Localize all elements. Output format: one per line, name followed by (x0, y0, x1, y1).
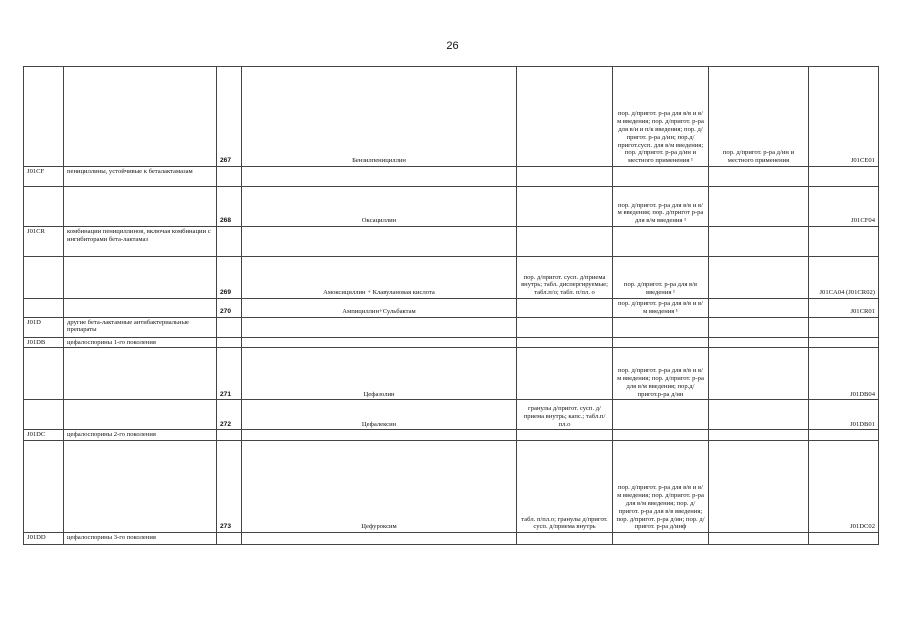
atc-code (24, 187, 64, 227)
other-forms (709, 187, 809, 227)
group-name: цефалоспорины 3-го поколения (64, 533, 217, 545)
injection-forms (613, 317, 709, 337)
oral-forms: пор. д/пригот. сусп. д/приема внутрь; табл. диспергируемые; табл.п/о; табл. п/пл. о (517, 257, 613, 299)
group-row (24, 430, 879, 441)
drug-name (242, 337, 517, 348)
injection-forms: пор. д/пригот. р-ра для в/в и в/м введения; пор. д/пригот. р-ра для в/м введения; пор. д/пригот. р-ра для в/в введения; пор. д/пригот. р-ра д/ин; пор. д/пригот. р-ра д/инф (613, 441, 709, 533)
injection-forms: пор. д/пригот. р-ра для в/в введения ¹ (613, 257, 709, 299)
row-number: 271 (217, 348, 242, 400)
oral-forms (517, 67, 613, 167)
drug-atc-code: J01DB01 (809, 400, 879, 430)
atc-code (24, 348, 64, 400)
other-forms (709, 227, 809, 257)
table-row (24, 441, 879, 533)
injection-forms: пор. д/пригот. р-ра для в/в и в/м введения; пор. д/пригот. р-ра для в/и и п/к введения; пор. д/пригот. р-ра д/ин; пор.д/пригот.сусп. для в/м введения; пор. д/пригот. р-ра д/ин и местного применения ¹ (613, 67, 709, 167)
drug-name (242, 533, 517, 545)
row-number (217, 430, 242, 441)
drug-name: Амоксициллин + Клавулановая кислота (242, 257, 517, 299)
row-number: 272 (217, 400, 242, 430)
injection-forms: пор. д/пригот. р-ра для в/в и в/м введения ¹ (613, 299, 709, 318)
atc-code (24, 400, 64, 430)
group-name (64, 441, 217, 533)
drug-name (242, 317, 517, 337)
group-row (24, 337, 879, 348)
drug-atc-code: J01DB04 (809, 348, 879, 400)
row-number: 267 (217, 67, 242, 167)
injection-forms: пор. д/пригот. р-ра для в/в и в/м введения; пор. д/пригот р-ра для в/м введения ¹ (613, 187, 709, 227)
injection-forms (613, 430, 709, 441)
oral-forms (517, 227, 613, 257)
atc-code: J01DD (24, 533, 64, 545)
row-number: 268 (217, 187, 242, 227)
oral-forms: табл. п/пл.о; гранулы д/пригот. сусп. д/приема внутрь (517, 441, 613, 533)
injection-forms (613, 400, 709, 430)
injection-forms: пор. д/пригот. р-ра для в/в и в/м введения; пор. д/пригот. р-ра для в/м введения; пор.д/пригот.р-ра д/ин (613, 348, 709, 400)
other-forms (709, 348, 809, 400)
drug-atc-code: J01DC02 (809, 441, 879, 533)
other-forms (709, 337, 809, 348)
group-row (24, 227, 879, 257)
oral-forms (517, 299, 613, 318)
oral-forms (517, 317, 613, 337)
drug-atc-code: J01CF04 (809, 187, 879, 227)
drug-atc-code (809, 533, 879, 545)
atc-code (24, 441, 64, 533)
drug-atc-code (809, 337, 879, 348)
group-name: пенициллины, устойчивые к беталактамазам (64, 167, 217, 187)
other-forms (709, 430, 809, 441)
other-forms (709, 257, 809, 299)
drug-name (242, 167, 517, 187)
page-number: 26 (446, 40, 459, 52)
group-name: цефалоспорины 2-го поколения (64, 430, 217, 441)
group-name (64, 400, 217, 430)
drug-name: Ампициллин+Сульбактам (242, 299, 517, 318)
group-name: цефалоспорины 1-го поколения (64, 337, 217, 348)
group-row (24, 167, 879, 187)
oral-forms (517, 348, 613, 400)
drug-name (242, 227, 517, 257)
other-forms (709, 317, 809, 337)
group-name (64, 257, 217, 299)
drug-atc-code: J01CA04 (J01CR02) (809, 257, 879, 299)
table-row (24, 299, 879, 318)
oral-forms (517, 167, 613, 187)
group-name: комбинации пенициллинов, включая комбинации с ингибиторами бета-лактамаз (64, 227, 217, 257)
drug-name: Оксациллин (242, 187, 517, 227)
oral-forms: гранулы д/пригот. сусп. д/приема внутрь; капс.; табл.п/пл.о (517, 400, 613, 430)
injection-forms (613, 227, 709, 257)
injection-forms (613, 533, 709, 545)
drug-name (242, 430, 517, 441)
table-row (24, 348, 879, 400)
other-forms (709, 533, 809, 545)
drug-atc-code: J01CE01 (809, 67, 879, 167)
other-forms: пор. д/пригот. р-ра д/ин и местного применения (709, 67, 809, 167)
other-forms (709, 167, 809, 187)
atc-code: J01D (24, 317, 64, 337)
drug-name: Цефуроксим (242, 441, 517, 533)
drug-atc-code (809, 430, 879, 441)
atc-code (24, 257, 64, 299)
group-name (64, 348, 217, 400)
row-number: 273 (217, 441, 242, 533)
drug-atc-code (809, 167, 879, 187)
row-number (217, 167, 242, 187)
drug-atc-code (809, 317, 879, 337)
row-number: 270 (217, 299, 242, 318)
table-row (24, 187, 879, 227)
row-number (217, 227, 242, 257)
atc-code: J01DC (24, 430, 64, 441)
group-name (64, 299, 217, 318)
other-forms (709, 400, 809, 430)
atc-code: J01CR (24, 227, 64, 257)
drug-atc-code (809, 227, 879, 257)
row-number (217, 533, 242, 545)
atc-code: J01CF (24, 167, 64, 187)
group-name: другие бета-лактамные антибактериальные препараты (64, 317, 217, 337)
group-row (24, 533, 879, 545)
drug-name: Цефалексин (242, 400, 517, 430)
other-forms (709, 441, 809, 533)
table-row (24, 400, 879, 430)
atc-code (24, 67, 64, 167)
injection-forms (613, 167, 709, 187)
other-forms (709, 299, 809, 318)
drug-table (23, 66, 879, 545)
drug-name: Цефазолин (242, 348, 517, 400)
table-row (24, 257, 879, 299)
oral-forms (517, 187, 613, 227)
table-row (24, 67, 879, 167)
oral-forms (517, 430, 613, 441)
row-number (217, 317, 242, 337)
group-name (64, 67, 217, 167)
row-number: 269 (217, 257, 242, 299)
atc-code: J01DB (24, 337, 64, 348)
drug-name: Бензилпенициллин (242, 67, 517, 167)
atc-code (24, 299, 64, 318)
oral-forms (517, 533, 613, 545)
row-number (217, 337, 242, 348)
injection-forms (613, 337, 709, 348)
group-name (64, 187, 217, 227)
oral-forms (517, 337, 613, 348)
group-row (24, 317, 879, 337)
drug-atc-code: J01CR01 (809, 299, 879, 318)
